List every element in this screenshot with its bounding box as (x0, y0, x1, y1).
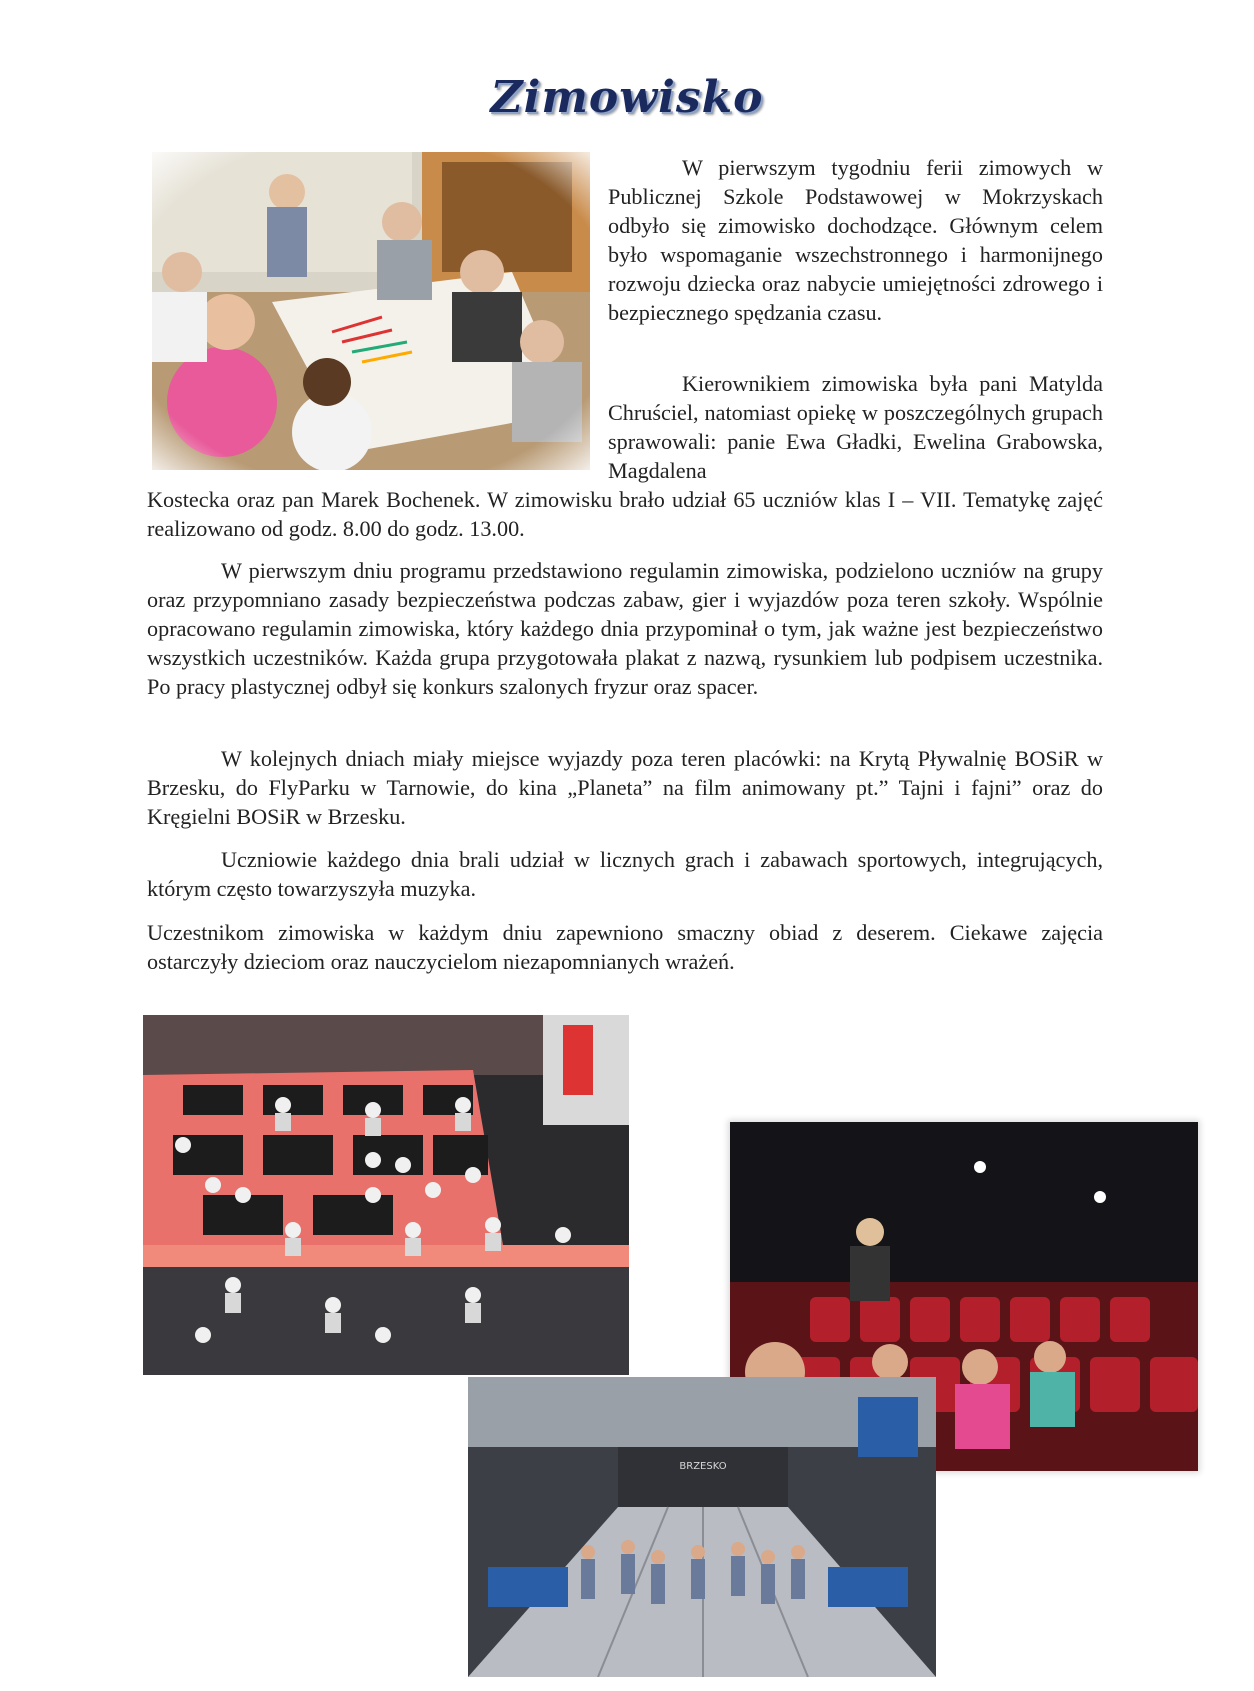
photo-trampoline-park (143, 1015, 629, 1375)
paragraph-games (147, 845, 1103, 903)
bowling-sign-label: BRZESKO (679, 1461, 727, 1472)
paragraph-staff-part1: Kierownikiem zimowiska była pani Matylda Chruściel, natomiast opiekę w poszczególnych grupach sprawowali: panie Ewa Gładki, Ewelina Grabowska, Magdalena (608, 371, 1103, 483)
paragraph-first-day-text: W pierwszym dniu programu przedstawiono regulamin zimowiska, podzielono uczniów na grupy oraz przypomniano zasady bezpieczeństwa podczas zabaw, gier i wyjazdów poza teren szkoły. Wspólnie opracowano regulamin zimowiska, który każdego dnia przypominał o tym, jak ważne jest bezpieczeństwo wszystkich uczestników. Każda grupa przygotowała plakat z nazwą, rysunkiem lub podpisem uczestnika. Po pracy plastycznej odbył się konkurs szalonych fryzur oraz spacer. (147, 558, 1103, 699)
paragraph-staff-part2: Kostecka oraz pan Marek Bochenek. W zimowisku brało udział 65 uczniów klas I – VII. Tematykę zajęć realizowano od godz. 8.00 do godz. 13.00. (147, 487, 1103, 541)
paragraph-games-text: Uczniowie każdego dnia brali udział w licznych grach i zabawach sportowych, integrujących, którym często towarzyszyła muzyka. (147, 847, 1103, 901)
paragraph-intro: W pierwszym tygodniu ferii zimowych w Publicznej Szkole Podstawowej w Mokrzyskach odbyło się zimowisko dochodzące. Głównym celem było wspomaganie wszechstronnego i harmonijnego rozwoju dziecka oraz nabycie umiejętności zdrowego i bezpiecznego spędzania czasu. (608, 155, 1103, 325)
photo-classroom (152, 152, 590, 470)
paragraph-trips-text: W kolejnych dniach miały miejsce wyjazdy poza teren placówki: na Krytą Pływalnię BOSiR w Brzesku, do FlyParku w Tarnowie, do kina „Planeta” na film animowany pt.” Tajni i fajni” oraz do Kręgielni BOSiR w Brzesku. (147, 746, 1103, 829)
page-title: Zimowisko (490, 72, 764, 123)
paragraph-lunch (147, 918, 1103, 976)
paragraph-first-day (147, 556, 1103, 701)
photo-bowling-alley (468, 1377, 936, 1677)
paragraph-lunch-text: Uczestnikom zimowiska w każdym dniu zapewniono smaczny obiad z deserem. Ciekawe zajęcia ostarczyły dzieciom oraz nauczycielom niezapomnianych wrażeń. (147, 920, 1103, 974)
paragraph-trips (147, 744, 1103, 831)
